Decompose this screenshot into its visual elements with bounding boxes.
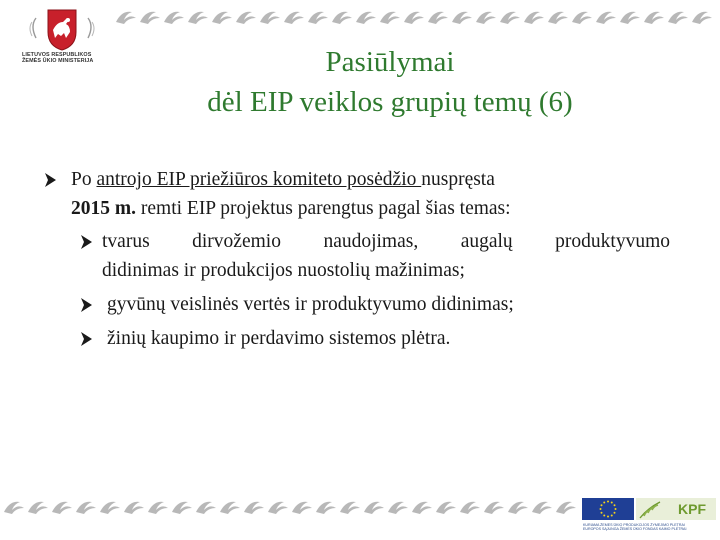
border-leaf — [596, 12, 616, 24]
border-leaf — [196, 502, 216, 514]
border-leaf — [124, 502, 144, 514]
border-leaf — [316, 502, 336, 514]
eu-star — [614, 512, 616, 514]
border-leaf — [428, 12, 448, 24]
coat-of-arms-icon — [22, 8, 102, 52]
wheat-border-top — [112, 6, 716, 28]
topic-item-1-line2: didinimas ir produkcijos nuostolių mažinimas; — [102, 260, 465, 281]
border-leaf — [52, 502, 72, 514]
border-leaf — [388, 502, 408, 514]
border-leaf — [100, 502, 120, 514]
eu-star — [601, 512, 603, 514]
border-leaf — [380, 12, 400, 24]
main-paragraph-line1 — [71, 165, 631, 194]
border-leaf — [620, 12, 640, 24]
border-leaf — [524, 12, 544, 24]
border-leaf — [364, 502, 384, 514]
border-leaf — [332, 12, 352, 24]
eu-star — [614, 504, 616, 506]
border-leaf — [508, 502, 528, 514]
eu-star — [601, 504, 603, 506]
ministry-name — [22, 52, 102, 65]
border-leaf — [4, 502, 24, 514]
border-leaf — [436, 502, 456, 514]
ministry-name-line1: LIETUVOS RESPUBLIKOS — [22, 52, 92, 58]
border-leaf — [412, 502, 432, 514]
main-paragraph-rest: remti EIP projektus parengtus pagal šias temas: — [136, 198, 511, 219]
border-leaf — [460, 502, 480, 514]
year-emphasis: 2015 m. — [71, 198, 136, 219]
slide-title-line2: dėl EIP veiklos grupių temų (6) — [207, 86, 573, 118]
slide-title-line1: Pasiūlymai — [325, 46, 455, 78]
ministry-name-line2: ŽEMĖS ŪKIO MINISTERIJA — [22, 58, 94, 65]
border-leaf — [28, 502, 48, 514]
eu-star — [600, 508, 602, 510]
main-paragraph-decided: nuspręsta — [421, 169, 495, 190]
topic-item-1-line1: tvarus dirvožemio naudojimas, augalų produktyvumo — [102, 231, 670, 252]
border-leaf — [244, 502, 264, 514]
eu-star — [615, 508, 617, 510]
border-leaf — [292, 502, 312, 514]
border-leaf — [284, 12, 304, 24]
border-leaf — [308, 12, 328, 24]
border-leaf — [164, 12, 184, 24]
border-leaf — [260, 12, 280, 24]
eu-star — [603, 515, 605, 517]
border-leaf — [220, 502, 240, 514]
border-leaf — [452, 12, 472, 24]
wheat-icon — [636, 498, 716, 520]
border-leaf — [572, 12, 592, 24]
eu-star — [607, 516, 609, 518]
border-leaf — [268, 502, 288, 514]
border-leaf — [532, 502, 552, 514]
border-leaf — [556, 502, 576, 514]
topic-item-2: gyvūnų veislinės vertės ir produktyvumo didinimas; — [107, 294, 514, 315]
border-leaf — [404, 12, 424, 24]
main-paragraph-line2 — [71, 194, 671, 223]
border-leaf — [484, 502, 504, 514]
main-paragraph-intro: Po — [71, 169, 97, 190]
border-leaf — [116, 12, 136, 24]
wheat-border-bottom — [0, 496, 580, 518]
arrow-bullet-icon — [80, 331, 93, 347]
eu-star — [603, 502, 605, 504]
footer-caption-line2: EUROPOS SĄJUNGA ŽEMĖS ŪKIO FONDAS KAIMO PLĖTRAI — [583, 527, 687, 532]
border-leaf — [76, 502, 96, 514]
footer-caption — [583, 523, 717, 532]
arrow-bullet-icon — [80, 234, 93, 250]
footer-caption-line1: KURIAMA ŽEMĖS ŪKIO PRODUKCIJOS ŽYMĖJIMO PLĖTRAI — [583, 523, 685, 527]
eu-star — [611, 502, 613, 504]
border-leaf — [148, 502, 168, 514]
border-leaf — [476, 12, 496, 24]
border-leaf — [340, 502, 360, 514]
arrow-bullet-icon — [80, 297, 93, 313]
border-leaf — [236, 12, 256, 24]
eu-star — [611, 515, 613, 517]
border-leaf — [356, 12, 376, 24]
ministry-logo — [22, 8, 102, 74]
border-leaf — [500, 12, 520, 24]
border-leaf — [188, 12, 208, 24]
kpf-logo — [636, 498, 716, 520]
topic-item-3: žinių kaupimo ir perdavimo sistemos plėtra. — [107, 328, 451, 349]
border-leaf — [548, 12, 568, 24]
kpf-label: KPF — [678, 501, 706, 517]
border-leaf — [692, 12, 712, 24]
border-leaf — [644, 12, 664, 24]
arrow-bullet-icon — [44, 172, 57, 188]
border-leaf — [212, 12, 232, 24]
border-leaf — [172, 502, 192, 514]
border-leaf — [140, 12, 160, 24]
border-leaf — [668, 12, 688, 24]
committee-reference: antrojo EIP priežiūros komiteto posėdžio — [96, 169, 422, 190]
eu-star — [607, 501, 609, 503]
eu-flag-icon — [582, 498, 634, 520]
